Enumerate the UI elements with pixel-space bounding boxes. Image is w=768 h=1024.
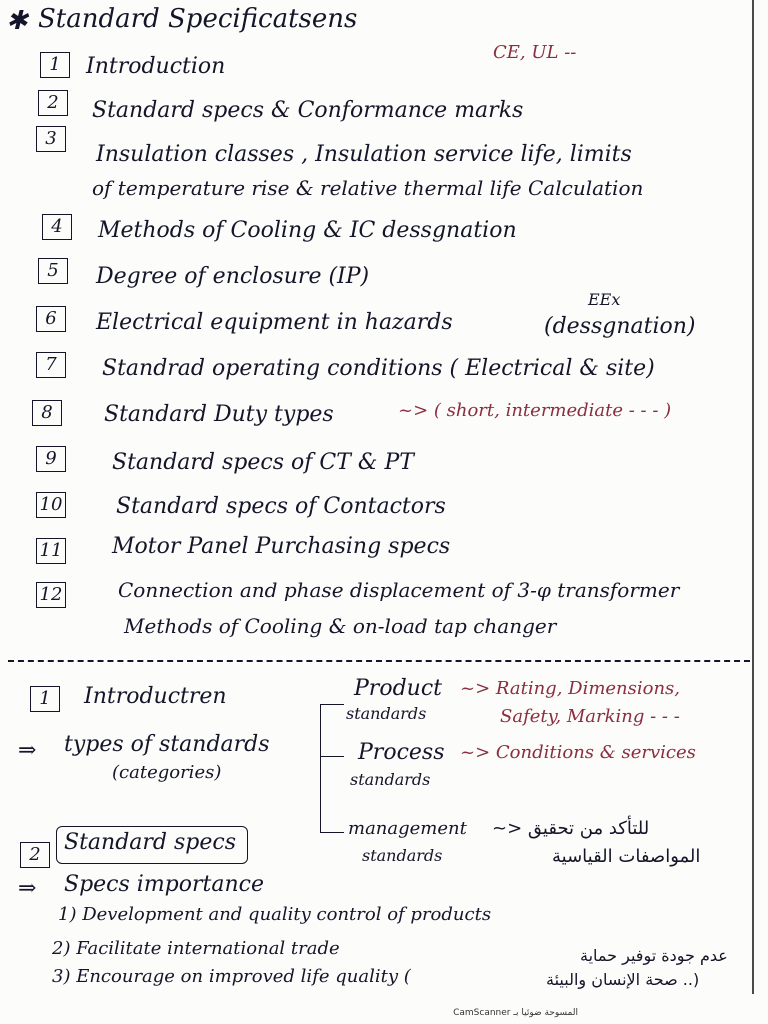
item-text: Methods of Cooling & IC dessgnation bbox=[98, 218, 517, 243]
bracket-tick bbox=[320, 832, 344, 833]
importance-note: صحة الإنسان والبيئة ..) bbox=[546, 970, 700, 989]
item-text: Insulation classes , Insulation service life, limits bbox=[96, 142, 632, 167]
scanner-footer: CamScanner المسوحة ضوئيا بـ bbox=[453, 1008, 578, 1018]
category-detail: ~> Rating, Dimensions, bbox=[460, 678, 681, 699]
item-number: 6 bbox=[36, 306, 66, 332]
item-number: 10 bbox=[36, 492, 66, 518]
bracket-tick bbox=[320, 756, 344, 757]
category-detail: ~> للتأكد من تحقيق bbox=[492, 818, 650, 839]
section-divider bbox=[8, 660, 750, 662]
duty-types-annotation: ~> ( short, intermediate - - - ) bbox=[398, 400, 672, 421]
category-detail: ~> Conditions & services bbox=[460, 742, 696, 763]
item-number: 12 bbox=[36, 582, 66, 608]
importance-point: 1) Development and quality control of products bbox=[58, 904, 492, 925]
importance-point: 2) Facilitate international trade bbox=[52, 938, 340, 959]
ce-ul-annotation: CE, UL -- bbox=[493, 42, 577, 63]
category-sub: standards bbox=[350, 770, 431, 789]
category-detail: Safety, Marking - - - bbox=[500, 706, 680, 727]
arrow-icon: ⇒ bbox=[18, 738, 37, 763]
item-note: (dessgnation) bbox=[544, 314, 696, 339]
title-bullet: ✱ bbox=[6, 6, 28, 36]
item-number: 4 bbox=[42, 214, 72, 240]
importance-note: عدم جودة توفير حماية bbox=[580, 946, 728, 965]
bracket-tick bbox=[320, 704, 344, 705]
item-text-continued: Methods of Cooling & on-load tap changer bbox=[124, 614, 557, 638]
item-text: Standard specs of Contactors bbox=[116, 494, 446, 519]
section-number: 2 bbox=[20, 842, 50, 868]
item-number: 11 bbox=[36, 538, 66, 564]
category-name: management bbox=[348, 818, 467, 839]
item-text: Standard specs & Conformance marks bbox=[92, 98, 524, 123]
item-text: Electrical equipment in hazards bbox=[96, 310, 453, 335]
item-number: 7 bbox=[36, 352, 66, 378]
category-name: Product bbox=[354, 676, 442, 701]
item-number: 8 bbox=[32, 400, 62, 426]
item-number: 2 bbox=[38, 90, 68, 116]
item-text: Introduction bbox=[86, 54, 226, 79]
item-text-continued: of temperature rise & relative thermal life Calculation bbox=[92, 176, 644, 200]
arrow-icon: ⇒ bbox=[18, 876, 37, 901]
item-number: 5 bbox=[38, 258, 68, 284]
importance-point: 3) Encourage on improved life quality ( bbox=[52, 966, 411, 987]
item-text: Connection and phase displacement of 3-φ transformer bbox=[118, 578, 680, 602]
item-text: Standard Duty types bbox=[104, 402, 334, 427]
page-title: Standard Specificatsens bbox=[38, 4, 358, 34]
section-title: Introductren bbox=[84, 684, 227, 709]
types-sub-label: (categories) bbox=[112, 762, 222, 783]
item-text: Standrad operating conditions ( Electrical & site) bbox=[102, 356, 655, 381]
item-text: Degree of enclosure (IP) bbox=[96, 264, 370, 289]
item-number: 3 bbox=[36, 126, 66, 152]
category-sub: standards bbox=[362, 846, 443, 865]
category-sub: standards bbox=[346, 704, 427, 723]
importance-label: Specs importance bbox=[64, 872, 264, 897]
item-text: Standard specs of CT & PT bbox=[112, 450, 414, 475]
page-edge bbox=[752, 0, 754, 994]
section-title: Standard specs bbox=[64, 830, 236, 855]
category-detail: المواصفات القياسية bbox=[552, 846, 701, 867]
category-name: Process bbox=[358, 740, 445, 765]
types-label: types of standards bbox=[64, 732, 270, 757]
item-text: Motor Panel Purchasing specs bbox=[112, 534, 451, 559]
item-number: 9 bbox=[36, 446, 66, 472]
category-bracket bbox=[320, 704, 321, 832]
item-note: EEx bbox=[588, 290, 621, 309]
section-number: 1 bbox=[30, 686, 60, 712]
item-number: 1 bbox=[40, 52, 70, 78]
